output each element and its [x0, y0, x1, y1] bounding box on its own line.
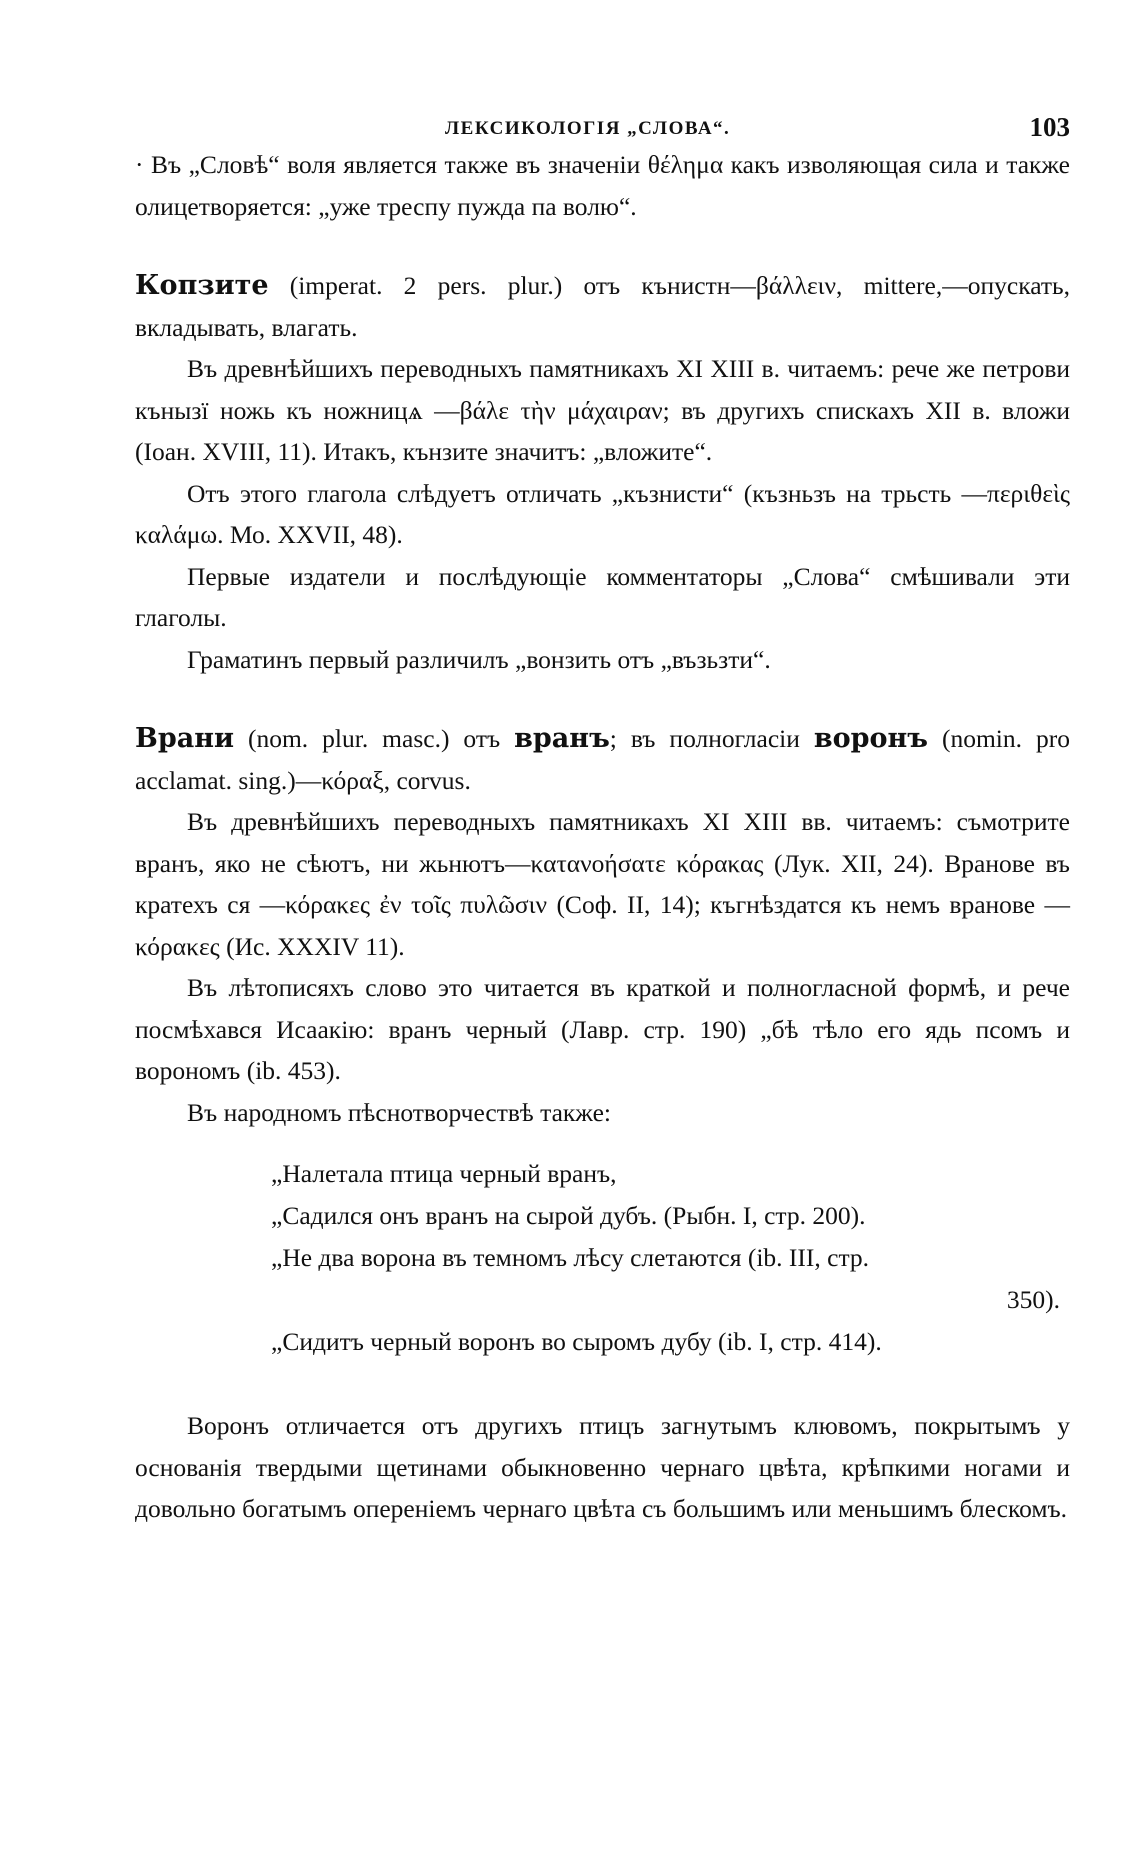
verse-line-2: „Садился онъ вранъ на сырой дубъ. (Рыбн. I, стр. 200). [271, 1201, 866, 1230]
entry-konzite-text: (imperat. 2 pers. plur.) отъ кънистн—βάλλειν, mittere,—опускать, вкладывать, влагать. [135, 271, 1070, 342]
paragraph-distinguish: Отъ этого глагола слѣдуетъ отличать „къзнисти“ (къзньзъ на трьсть —περιθεὶς καλάμω. Мо. XXVII, 48). [135, 478, 1070, 549]
headword-voron: воронъ [813, 723, 928, 754]
headword-vran: вранъ [514, 723, 610, 754]
paragraph-gramatin: Граматинъ первый различилъ „вонзить отъ „възьзти“. [187, 644, 771, 674]
paragraph-folk: Въ народномъ пѣснотворчествѣ также: [187, 1097, 611, 1127]
entry-vrani-text-c: (nomin. pro acclamat. sing.)—κόραξ, corvus. [135, 724, 1070, 795]
paragraph-chronicles: Въ лѣтописяхъ слово это читается въ краткой и полногласной формѣ, и рече посмѣхався Исаакію: вранъ черный (Лавр. стр. 190) „бѣ тѣло его ядь псомъ и ворономъ (ib. 453). [135, 973, 1070, 1085]
paragraph-raven-description: Воронъ отличается отъ другихъ птицъ загнутымъ клювомъ, покрытымъ у основанія твердыми щетинами обыкновенно чернаго цвѣта, крѣпкими ногами и довольно богатымъ опереніемъ чернаго цвѣта съ большимъ или меньшимъ блескомъ. [135, 1411, 1070, 1523]
paragraph-ancient-monuments: Въ древнѣйшихъ переводныхъ памятникахъ XI XIII в. читаемъ: рече же петрови кънызї ножь къ ножницѧ —βάλε τὴν μάχαιραν; въ другихъ спискахъ XII в. вложи (Іоан. XVIII, 11). Итакъ, кънзите значитъ: „вложите“. [135, 354, 1070, 466]
headword-vrani: Врани [135, 723, 234, 754]
headword-konzite: Копзите [135, 270, 269, 301]
running-head: ЛЕКСИКОЛОГІЯ „СЛОВА“. [445, 118, 731, 139]
paragraph-editors: Первые издатели и послѣдующіе комментаторы „Слова“ смѣшивали эти глаголы. [135, 561, 1070, 632]
verse-block [135, 1153, 1070, 1363]
entry-vrani-text-a: (nom. plur. masc.) отъ [233, 724, 515, 753]
verse-line-4: „Сидитъ черный воронъ во сыромъ дубу (ib. I, стр. 414). [271, 1327, 882, 1356]
entry-konzite [135, 265, 1070, 348]
page-header [135, 100, 1070, 140]
entry-vrani [135, 718, 1070, 801]
page-number: 103 [1029, 112, 1070, 142]
verse-line-3: „Не два ворона въ темномъ лѣсу слетаются (ib. III, стр. [271, 1243, 870, 1272]
paragraph-vrani-monuments: Въ древнѣйшихъ переводныхъ памятникахъ XI XIII вв. читаемъ: съмотрите вранъ, яко не сѣютъ, ни жьнютъ—κατανοήσατε κόρακας (Лук. XII, 24). Вранове въ кратехъ ся —κόρακες ἐν τοῖς πυλῶσιν (Соф. II, 14); къгнѣздатся къ немъ вранове —κόρακες (Ис. XXXIV 11). [135, 807, 1070, 961]
verse-line-1: „Налетала птица черный вранъ, [271, 1159, 617, 1188]
entry-vrani-text-b: ; въ полногласіи [609, 724, 814, 753]
verse-line-3-continuation: 350). [1006, 1285, 1060, 1314]
paragraph-volya: · Въ „Словѣ“ воля является также въ значеніи θέλημα какъ изволяющая сила и также олицетворяется: „уже треспу пужда па волю“. [135, 150, 1070, 221]
